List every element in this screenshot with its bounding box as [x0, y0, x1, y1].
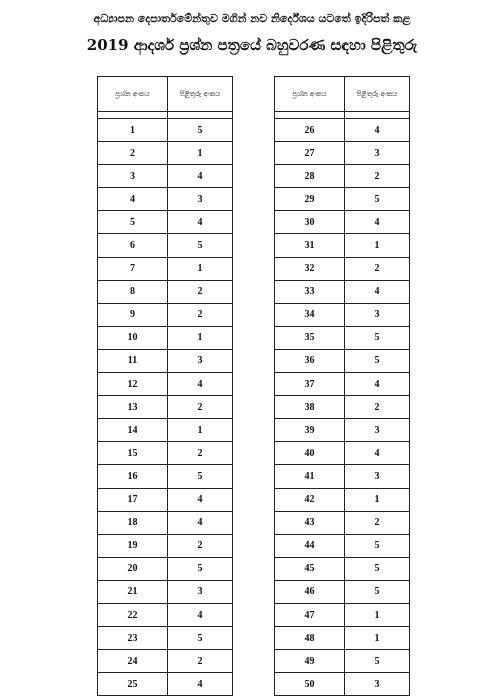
answer-number-cell: 1	[168, 326, 233, 349]
answer-number-cell: 1	[345, 488, 410, 511]
question-number-cell: 30	[275, 211, 345, 234]
answer-number-cell: 4	[345, 442, 410, 465]
table-row	[275, 303, 410, 326]
table-row	[98, 534, 233, 557]
answer-number-cell: 3	[345, 673, 410, 696]
answer-table-left	[97, 76, 233, 696]
table-row	[275, 142, 410, 165]
answer-number-cell: 4	[168, 165, 233, 188]
table-row	[98, 234, 233, 257]
answer-number-cell: 2	[345, 257, 410, 280]
question-number-cell: 12	[98, 373, 168, 396]
question-number-cell: 11	[98, 349, 168, 372]
answer-number-cell: 5	[168, 465, 233, 488]
question-number-cell: 19	[98, 534, 168, 557]
question-number-cell: 2	[98, 142, 168, 165]
answer-number-cell: 4	[345, 211, 410, 234]
answer-number-cell: 4	[168, 673, 233, 696]
answer-number-cell: 5	[168, 234, 233, 257]
answer-number-cell: 5	[168, 557, 233, 580]
answer-number-cell: 2	[168, 442, 233, 465]
answer-number-cell: 5	[345, 349, 410, 372]
table-row	[275, 442, 410, 465]
table-row	[275, 511, 410, 534]
table-row	[98, 419, 233, 442]
question-number-cell: 23	[98, 627, 168, 650]
question-number-cell: 18	[98, 511, 168, 534]
table-row	[98, 511, 233, 534]
table-row	[275, 326, 410, 349]
document-title: 2019 ආදර්ශ ප්‍රශ්න පත්‍රයේ බහුවරණ සඳහා පිළිතුරු	[86, 36, 418, 54]
answer-number-cell: 4	[345, 119, 410, 142]
table-row	[98, 326, 233, 349]
table-row	[98, 280, 233, 303]
question-number-cell: 20	[98, 557, 168, 580]
table-row	[275, 280, 410, 303]
answer-number-cell: 2	[168, 303, 233, 326]
answer-number-cell: 1	[345, 627, 410, 650]
table-row	[98, 373, 233, 396]
document-subtitle: අධ්‍යාපන දෙපාර්තමේන්තුව මගින් නව නිර්දේශය යටතේ ඉදිරිපත් කළ	[93, 12, 411, 25]
answer-number-cell: 4	[168, 488, 233, 511]
question-number-cell: 34	[275, 303, 345, 326]
question-number-cell: 27	[275, 142, 345, 165]
question-number-cell: 10	[98, 326, 168, 349]
table-row	[275, 257, 410, 280]
answer-number-cell: 2	[168, 396, 233, 419]
table-row	[98, 603, 233, 626]
answer-number-cell: 1	[168, 257, 233, 280]
question-number-cell: 38	[275, 396, 345, 419]
question-number-cell: 17	[98, 488, 168, 511]
question-number-cell: 13	[98, 396, 168, 419]
answer-number-cell: 2	[168, 280, 233, 303]
answer-number-cell: 5	[168, 627, 233, 650]
question-number-cell: 8	[98, 280, 168, 303]
question-number-cell: 1	[98, 119, 168, 142]
answer-number-cell: 3	[345, 465, 410, 488]
table-row	[275, 349, 410, 372]
question-number-cell: 24	[98, 650, 168, 673]
table-row	[98, 650, 233, 673]
question-number-cell: 47	[275, 603, 345, 626]
question-number-cell: 48	[275, 627, 345, 650]
question-number-cell: 32	[275, 257, 345, 280]
question-number-cell: 46	[275, 580, 345, 603]
question-number-cell: 16	[98, 465, 168, 488]
answer-number-cell: 4	[168, 373, 233, 396]
question-number-cell: 4	[98, 188, 168, 211]
question-number-cell: 21	[98, 580, 168, 603]
table-row	[275, 165, 410, 188]
table-row	[98, 119, 233, 142]
answer-number-cell: 5	[345, 557, 410, 580]
answer-number-cell: 5	[345, 534, 410, 557]
question-number-cell: 41	[275, 465, 345, 488]
table-row	[275, 188, 410, 211]
question-number-cell: 9	[98, 303, 168, 326]
answer-number-cell: 3	[345, 303, 410, 326]
answer-number-cell: 1	[345, 603, 410, 626]
question-number-cell: 3	[98, 165, 168, 188]
table-row	[98, 580, 233, 603]
table-row	[275, 465, 410, 488]
table-row	[275, 234, 410, 257]
question-number-cell: 7	[98, 257, 168, 280]
question-number-cell: 50	[275, 673, 345, 696]
answer-number-cell: 5	[345, 326, 410, 349]
table-row	[275, 488, 410, 511]
table-row	[98, 211, 233, 234]
question-number-cell: 22	[98, 603, 168, 626]
table-header-row	[275, 77, 410, 112]
table-row	[275, 211, 410, 234]
answer-number-cell: 4	[168, 603, 233, 626]
table-header-row	[98, 77, 233, 112]
answer-number-cell: 2	[168, 650, 233, 673]
answer-number-cell: 5	[168, 119, 233, 142]
question-number-cell: 5	[98, 211, 168, 234]
table-row	[275, 373, 410, 396]
question-number-cell: 25	[98, 673, 168, 696]
table-row	[98, 396, 233, 419]
question-number-cell: 33	[275, 280, 345, 303]
answer-number-cell: 1	[168, 419, 233, 442]
question-number-cell: 35	[275, 326, 345, 349]
answer-number-cell: 2	[345, 511, 410, 534]
table-row	[275, 673, 410, 696]
spacer-cell	[275, 112, 345, 119]
question-number-cell: 39	[275, 419, 345, 442]
spacer-cell	[98, 112, 168, 119]
question-number-cell: 14	[98, 419, 168, 442]
answer-number-cell: 2	[168, 534, 233, 557]
question-number-cell: 28	[275, 165, 345, 188]
question-number-cell: 42	[275, 488, 345, 511]
question-number-cell: 37	[275, 373, 345, 396]
table-row	[275, 650, 410, 673]
answer-number-cell: 3	[345, 142, 410, 165]
spacer-cell	[345, 112, 410, 119]
answer-number-cell: 4	[345, 373, 410, 396]
table-row	[275, 119, 410, 142]
answer-number-cell: 1	[168, 142, 233, 165]
table-row	[98, 557, 233, 580]
question-number-cell: 6	[98, 234, 168, 257]
answer-number-cell: 4	[168, 511, 233, 534]
answer-number-cell: 3	[168, 188, 233, 211]
table-row	[98, 257, 233, 280]
table-spacer-row	[275, 112, 410, 119]
column-header-answer-no: පිළිතුරු අංකය	[345, 77, 410, 112]
answer-number-cell: 4	[168, 211, 233, 234]
question-number-cell: 29	[275, 188, 345, 211]
answer-table-right	[274, 76, 410, 696]
table-row	[275, 603, 410, 626]
table-row	[98, 188, 233, 211]
question-number-cell: 31	[275, 234, 345, 257]
answer-number-cell: 4	[345, 280, 410, 303]
answer-number-cell: 1	[345, 234, 410, 257]
question-number-cell: 44	[275, 534, 345, 557]
table-row	[98, 303, 233, 326]
answer-number-cell: 3	[168, 580, 233, 603]
question-number-cell: 40	[275, 442, 345, 465]
table-row	[98, 142, 233, 165]
question-number-cell: 36	[275, 349, 345, 372]
table-row	[98, 165, 233, 188]
answer-number-cell: 5	[345, 580, 410, 603]
table-spacer-row	[98, 112, 233, 119]
table-row	[98, 442, 233, 465]
table-row	[275, 534, 410, 557]
table-row	[98, 627, 233, 650]
column-header-question-no: ප්‍රශ්න අංකය	[275, 77, 345, 112]
column-header-answer-no: පිළිතුරු අංකය	[168, 77, 233, 112]
table-row	[275, 396, 410, 419]
table-row	[98, 488, 233, 511]
answer-number-cell: 3	[168, 349, 233, 372]
answer-number-cell: 5	[345, 188, 410, 211]
answer-number-cell: 2	[345, 165, 410, 188]
question-number-cell: 43	[275, 511, 345, 534]
table-row	[275, 627, 410, 650]
spacer-cell	[168, 112, 233, 119]
table-row	[98, 349, 233, 372]
answer-number-cell: 2	[345, 396, 410, 419]
answer-number-cell: 5	[345, 650, 410, 673]
table-row	[98, 673, 233, 696]
table-row	[275, 557, 410, 580]
question-number-cell: 15	[98, 442, 168, 465]
question-number-cell: 49	[275, 650, 345, 673]
question-number-cell: 45	[275, 557, 345, 580]
answer-number-cell: 3	[345, 419, 410, 442]
question-number-cell: 26	[275, 119, 345, 142]
table-row	[98, 465, 233, 488]
table-row	[275, 419, 410, 442]
column-header-question-no: ප්‍රශ්න අංකය	[98, 77, 168, 112]
table-row	[275, 580, 410, 603]
